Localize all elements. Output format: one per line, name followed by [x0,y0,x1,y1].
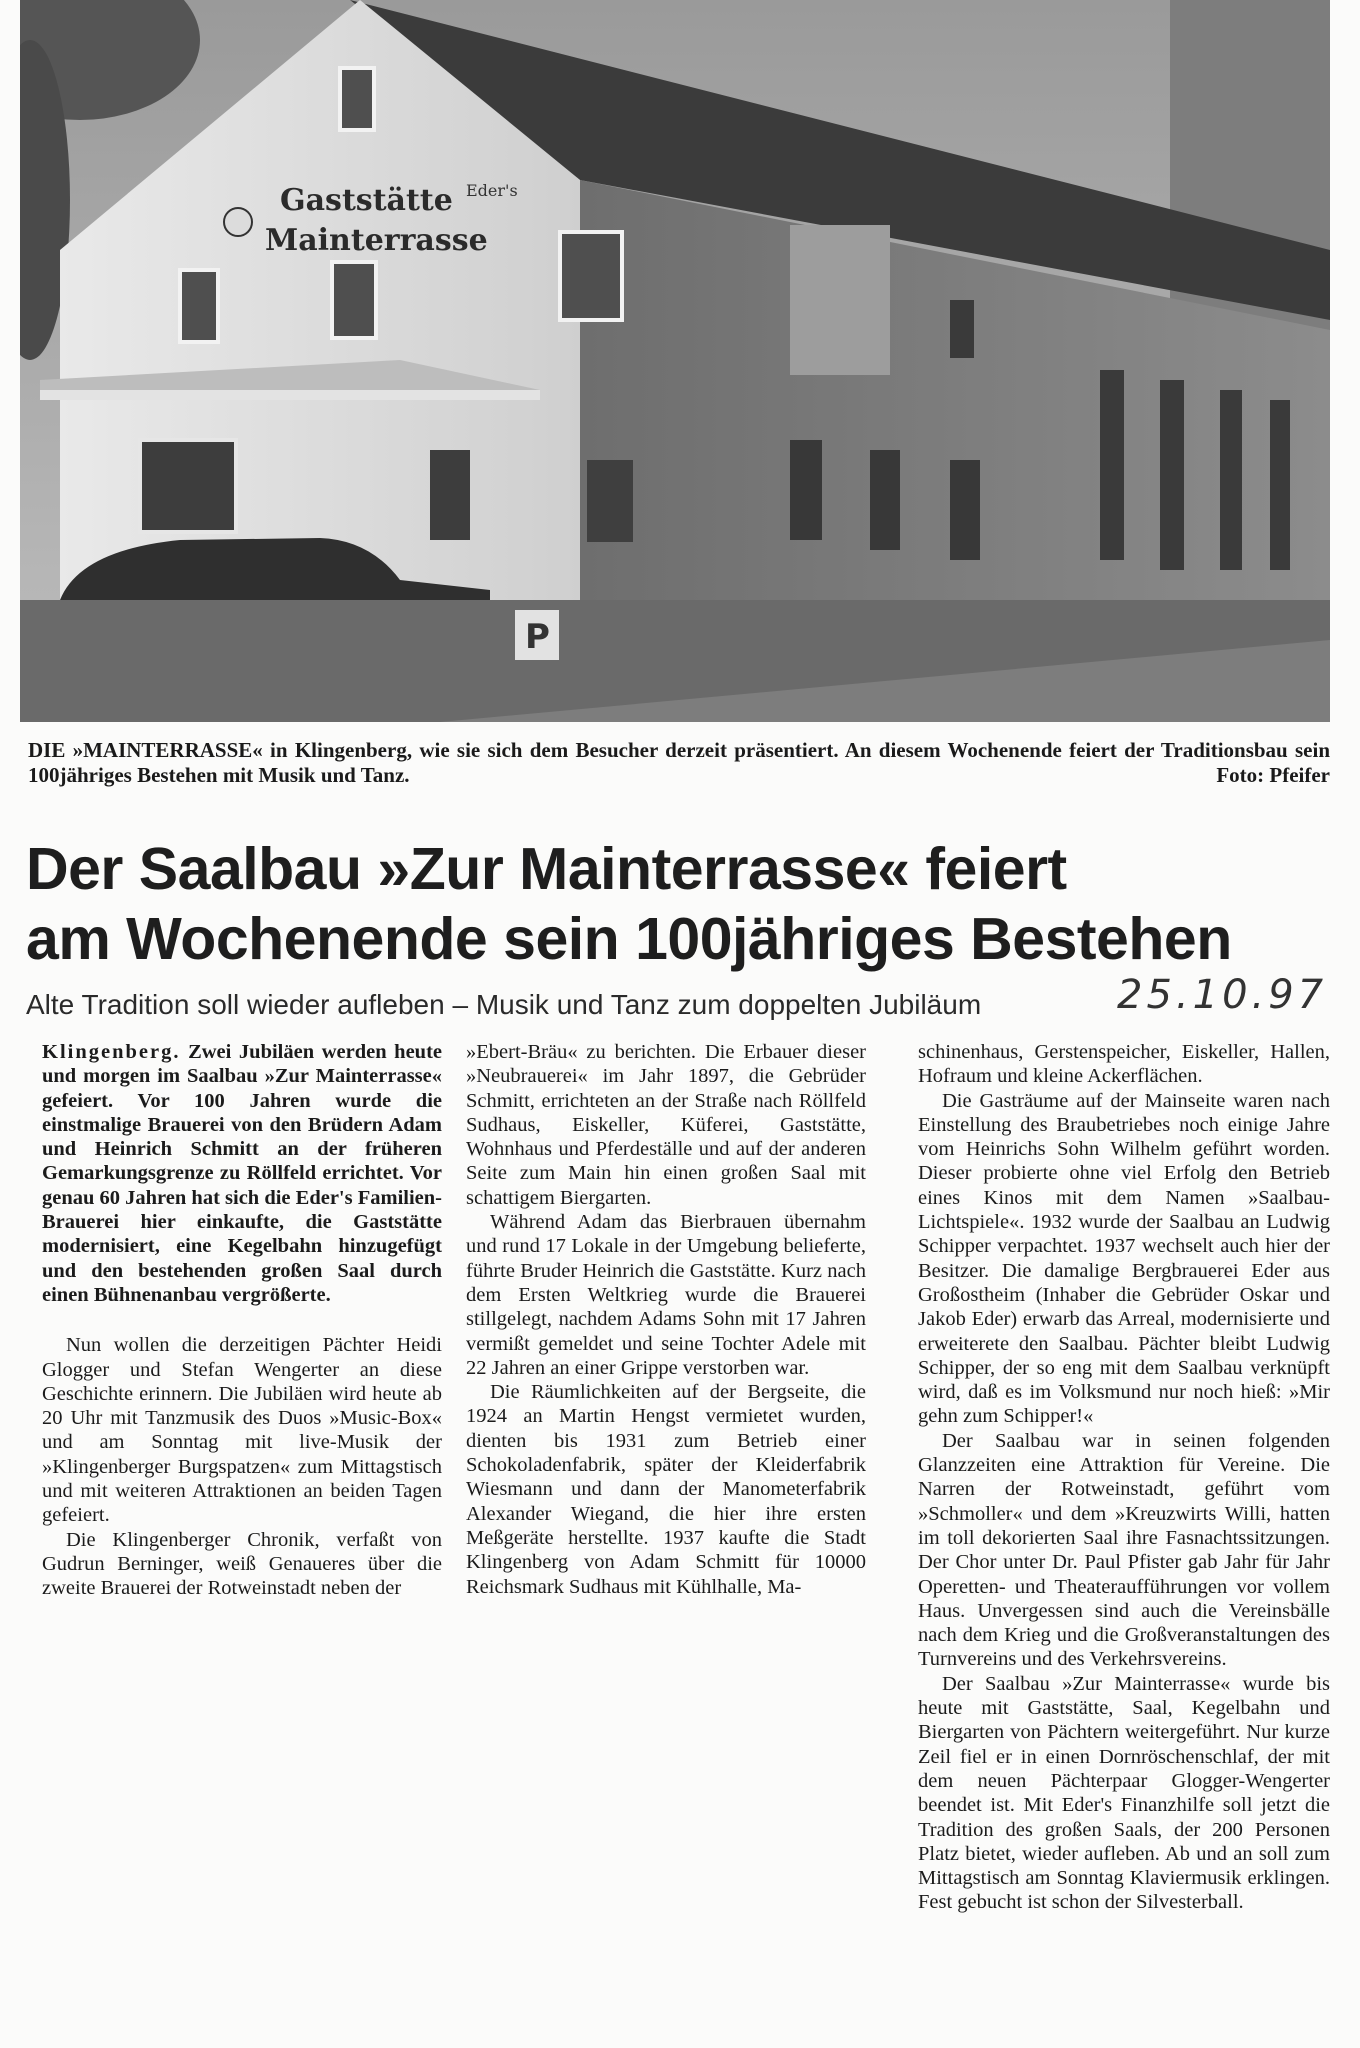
building-photo [20,0,1330,722]
headline-line-2: am Wochenende sein 100jähriges Bestehen [26,906,1232,972]
paragraph: Die Klingenberger Chronik, verfaßt von Gudrun Berninger, weiß Genaueres über die zweite Brauerei der Rotweinstadt neben der [42,1528,442,1600]
brand-label: Eder's [466,181,518,200]
article-column-3 [918,1040,1330,1915]
paragraph: Der Saalbau »Zur Mainterrasse« wurde bis heute mit Gaststätte, Saal, Kegelbahn und Biergarten von Pächtern weitergeführt. Nur kurze Zeil fiel er in einen Dornröschenschlaf, der mit dem neuen Pächterpaar Glogger-Wengerter beendet ist. Mit Eder's Finanzhilfe soll jetzt die Tradition des großen Saals, der 200 Personen Platz bietet, wieder aufleben. Ab und an soll zum Mittagstisch am Sonntag Klaviermusik erklingen. Fest gebucht ist schon der Silvesterball. [918,1672,1330,1914]
lead-text: Zwei Jubiläen werden heute und morgen im Saalbau »Zur Mainterrasse« gefeiert. Vor 100 Jahren wurde die einstmalige Brauerei von den Brüdern Adam und Heinrich Schmitt an der früheren Gemarkungsgrenze zu Röllfeld errichtet. Vor genau 60 Jahren hat sich die Eder's Familien-Brauerei hier einkaufte, die Gaststätte modernisiert, eine Kegelbahn hinzugefügt und den bestehenden großen Saal durch einen Bühnenanbau vergrößerte. [42,1041,443,1306]
paragraph: Die Gasträume auf der Mainseite waren nach Einstellung des Braubetriebes noch einige Jahre vom Heinrichs Sohn Wilhelm geführt worden. Dieser probierte ohne viel Erfolg den Betrieb eines Kinos mit dem Namen »Saalbau-Lichtspiele«. 1932 wurde der Saalbau an Ludwig Schipper verpachtet. 1937 wechselt auch hier der Besitzer. Die damalige Bergbrauerei Eder aus Großostheim (Inhaber die Gebrüder Oskar und Jakob Eder) erwarb das Arreal, modernisierte und erweiterete den Saalbau. Pächter bleibt Ludwig Schipper, der so eng mit dem Saalbau verknüpft wird, daß es im Volksmund nur noch hieß: »Mir gehn zum Schipper!« [918,1089,1330,1428]
article-column-1 [42,1040,442,1601]
headline-line-1: Der Saalbau »Zur Mainterrasse« feiert [26,836,1067,902]
paragraph: »Ebert-Bräu« zu berichten. Die Erbauer dieser »Neubrauerei« im Jahr 1897, die Gebrüder Schmitt, errichteten an der Straße nach Röllfeld Sudhaus, Eiskeller, Küferei, Gaststätte, Wohnhaus und Pferdeställe und auf der anderen Seite zum Main hin einen großen Saal mit schattigem Biergarten. [466,1041,866,1209]
headline [26,834,1336,974]
sign-gaststatte: Gaststätte [280,183,453,218]
photo-caption [28,738,1330,788]
caption-text: DIE »MAINTERRASSE« in Klingenberg, wie sie sich dem Besucher derzeit präsentiert. An diesem Wochenende feiert der Traditionsbau sein 100jähriges Bestehen mit Musik und Tanz. [28,738,1330,787]
sign-mainterrasse: Mainterrasse [265,223,488,258]
article-column-2 [466,1040,866,1599]
photo-credit: Foto: Pfeifer [1216,763,1330,787]
subheadline: Alte Tradition soll wieder aufleben – Musik und Tanz zum doppelten Jubiläum [26,989,982,1020]
photo-illustration [20,0,1330,722]
parking-sign: P [525,617,550,657]
paragraph: Der Saalbau war in seinen folgenden Glanzzeiten eine Attraktion für Vereine. Die Narren der Rotweinstadt, geführt vom »Schmoller« und dem »Kreuzwirts Willi, hatten im toll dekorierten Saal ihre Fasnachtssitzungen. Der Chor unter Dr. Paul Pfister gab Jahr für Jahr Operetten- und Theateraufführungen vor vollem Haus. Unvergessen sind auch die Vereinsbälle nach dem Krieg und die Großveranstaltungen des Turnvereins und des Verkehrsvereins. [918,1429,1330,1671]
paragraph: Die Räumlichkeiten auf der Bergseite, die 1924 an Martin Hengst vermietet wurden, dienten bis 1931 zum Betrieb einer Schokoladenfabrik, später der Kleiderfabrik Wiesmann und dann der Manometerfabrik Alexander Wiegand, die hier ihre ersten Meßgeräte herstellte. 1937 kaufte die Stadt Klingenberg von Adam Schmitt für 10000 Reichsmark Sudhaus mit Kühlhalle, Ma- [466,1381,866,1598]
paragraph: Während Adam das Bierbrauen übernahm und rund 17 Lokale in der Umgebung belieferte, führte Bruder Heinrich die Gaststätte. Kurz nach dem Ersten Weltkrieg wurde die Brauerei stillgelegt, nachdem Adams Sohn mit 17 Jahren vermißt gemeldet und seine Tochter Adele mit 22 Jahren an einer Grippe verstorben war. [466,1211,866,1379]
paragraph: Nun wollen die derzeitigen Pächter Heidi Glogger und Stefan Wengerter an diese Geschichte erinnern. Die Jubiläen wird heute ab 20 Uhr mit Tanzmusik des Duos »Music-Box« und am Sonntag mit live-Musik der »Klingenberger Burgspatzen« zum Mittagstisch und mit weiteren Attraktionen an beiden Tagen gefeiert. [42,1334,442,1527]
paragraph: schinenhaus, Gerstenspeicher, Eiskeller, Hallen, Hofraum und kleine Ackerflächen. [918,1041,1330,1088]
dateline: Klingenberg. [42,1041,181,1063]
brand-logo-icon [224,208,252,236]
handwritten-date: 25.10.97 [1117,972,1328,1018]
lead-paragraph [42,1040,442,1307]
